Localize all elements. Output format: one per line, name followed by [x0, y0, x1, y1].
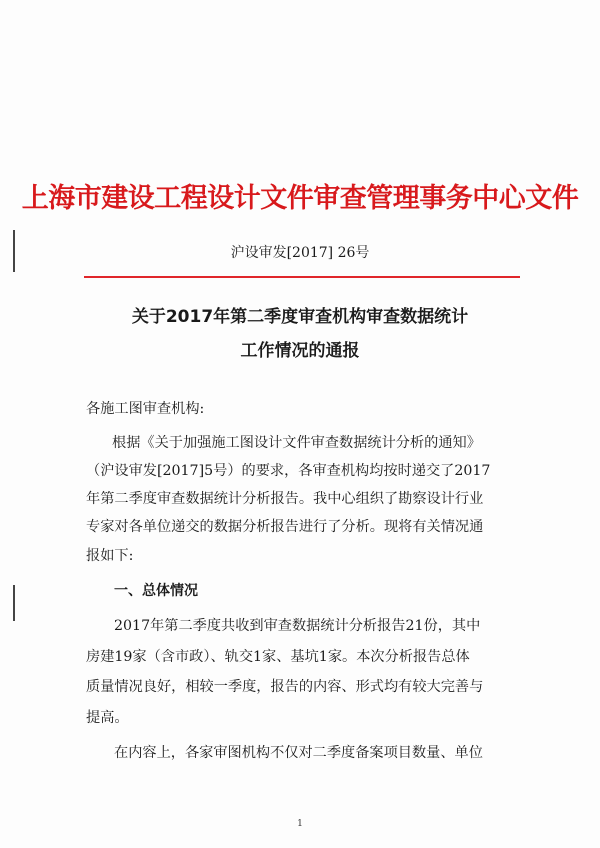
notice-title-line-1: 关于2017年第二季度审查机构审查数据统计	[131, 307, 469, 327]
body-paragraph-line: 专家对各单位递交的数据分析报告进行了分析。现将有关情况通	[86, 519, 484, 535]
body-paragraph-line: 提高。	[86, 710, 129, 726]
body-paragraph-line: 在内容上，各家审图机构不仅对二季度备案项目数量、单位	[114, 745, 483, 761]
section-heading: 一、总体情况	[114, 583, 198, 599]
body-paragraph-line: 2017年第二季度共收到审查数据统计分析报告21份，其中	[114, 618, 481, 634]
notice-title-line-2: 工作情况的通报	[240, 341, 360, 361]
body-paragraph-line: 报如下:	[86, 548, 134, 564]
body-paragraph-line: 根据《关于加强施工图设计文件审查数据统计分析的通知》	[112, 435, 481, 451]
body-paragraph-line: （沪设审发[2017]5号）的要求，各审查机构均按时递交了2017	[86, 463, 491, 479]
body-paragraph-line: 质量情况良好，相较一季度，报告的内容、形式均有较大完善与	[86, 679, 484, 695]
body-paragraph-line: 房建19家（含市政）、轨交1家、基坑1家。本次分析报告总体	[86, 649, 470, 665]
document-number: 沪设审发[2017] 26号	[230, 245, 370, 261]
body-paragraph-line: 年第二季度审查数据统计分析报告。我中心组织了勘察设计行业	[86, 491, 484, 507]
red-divider-line	[84, 276, 520, 278]
document-header-title: 上海市建设工程设计文件审查管理事务中心文件	[21, 183, 579, 214]
page-number: 1	[297, 819, 303, 829]
salutation: 各施工图审查机构:	[86, 401, 205, 417]
scan-margin-mark	[13, 585, 15, 621]
